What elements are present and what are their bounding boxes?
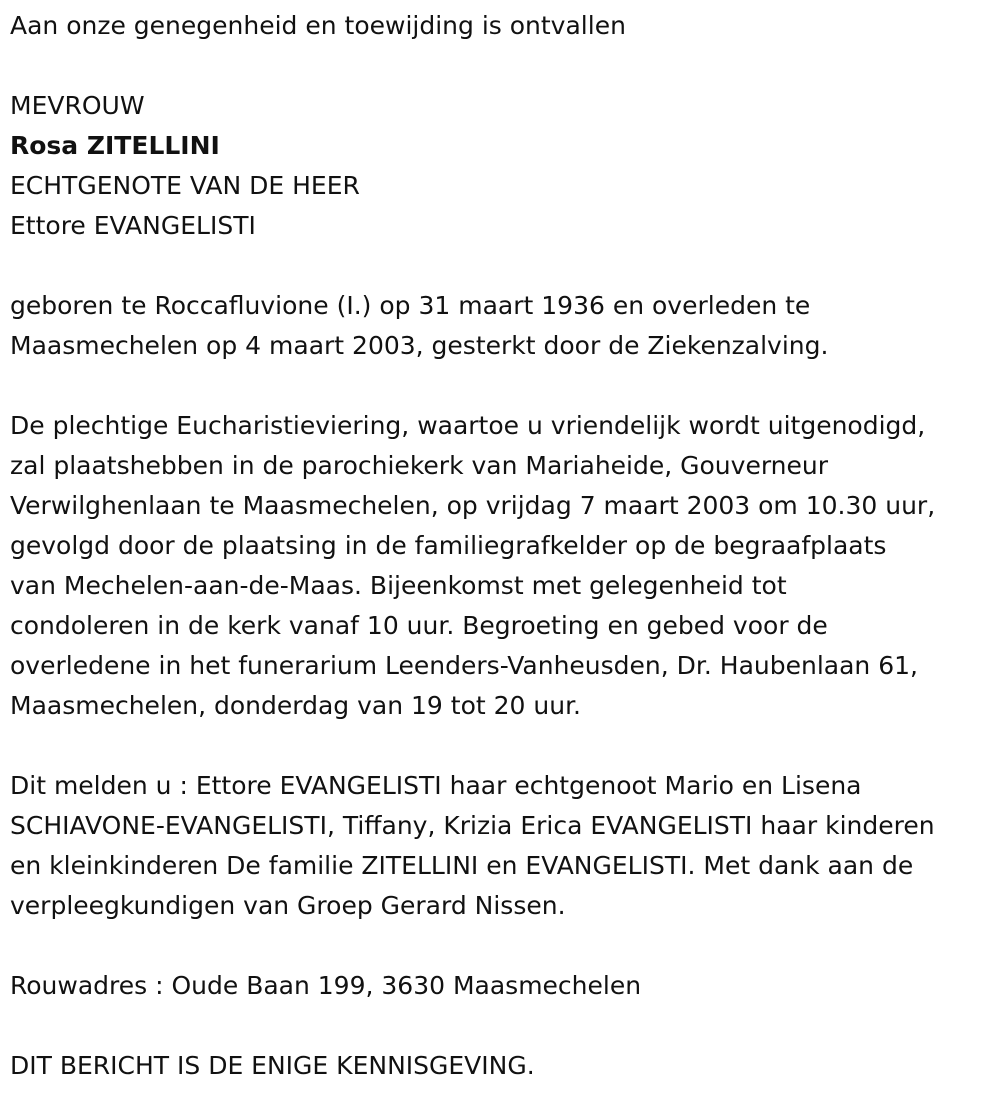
spacer <box>10 366 995 406</box>
ceremony-paragraph: De plechtige Eucharistieviering, waartoe u vriendelijk wordt uitgenodigd, zal plaatshebben in de parochiekerk van Mariaheide, Gouverneur Verwilghenlaan te Maasmechelen, op vrijdag 7 maart 2003 om 10.30 uur, gevolgd door de plaatsing in de familiegrafkelder op de begraafplaats van Mechelen-aan-de-Maas. Bijeenkomst met gelegenheid tot condoleren in de kerk vanaf 10 uur. Begroeting en gebed voor de overledene in het funerarium Leenders-Vanheusden, Dr. Haubenlaan 61, Maasmechelen, donderdag van 19 tot 20 uur. <box>10 411 936 720</box>
spacer <box>10 726 995 766</box>
mourning-address: Rouwadres : Oude Baan 199, 3630 Maasmechelen <box>10 971 642 1000</box>
spouse-title: ECHTGENOTE VAN DE HEER <box>10 171 360 200</box>
closing-statement: DIT BERICHT IS DE ENIGE KENNISGEVING. <box>10 1051 535 1080</box>
family-paragraph: Dit melden u : Ettore EVANGELISTI haar echtgenoot Mario en Lisena SCHIAVONE-EVANGELISTI, Tiffany, Krizia Erica EVANGELISTI haar kinderen en kleinkinderen De familie ZITELLINI en EVANGELISTI. Met dank aan de verpleegkundigen van Groep Gerard Nissen. <box>10 771 935 920</box>
spouse-name: Ettore EVANGELISTI <box>10 211 256 240</box>
spacer <box>10 926 995 966</box>
salutation: MEVROUW <box>10 91 145 120</box>
spacer <box>10 246 995 286</box>
spacer <box>10 46 995 86</box>
funeral-notice <box>10 6 995 1086</box>
intro-line: Aan onze genegenheid en toewijding is ontvallen <box>10 11 626 40</box>
spacer <box>10 1006 995 1046</box>
birth-death-paragraph: geboren te Roccafluvione (I.) op 31 maart 1936 en overleden te Maasmechelen op 4 maart 2003, gesterkt door de Ziekenzalving. <box>10 291 829 360</box>
deceased-name: Rosa ZITELLINI <box>10 131 220 160</box>
